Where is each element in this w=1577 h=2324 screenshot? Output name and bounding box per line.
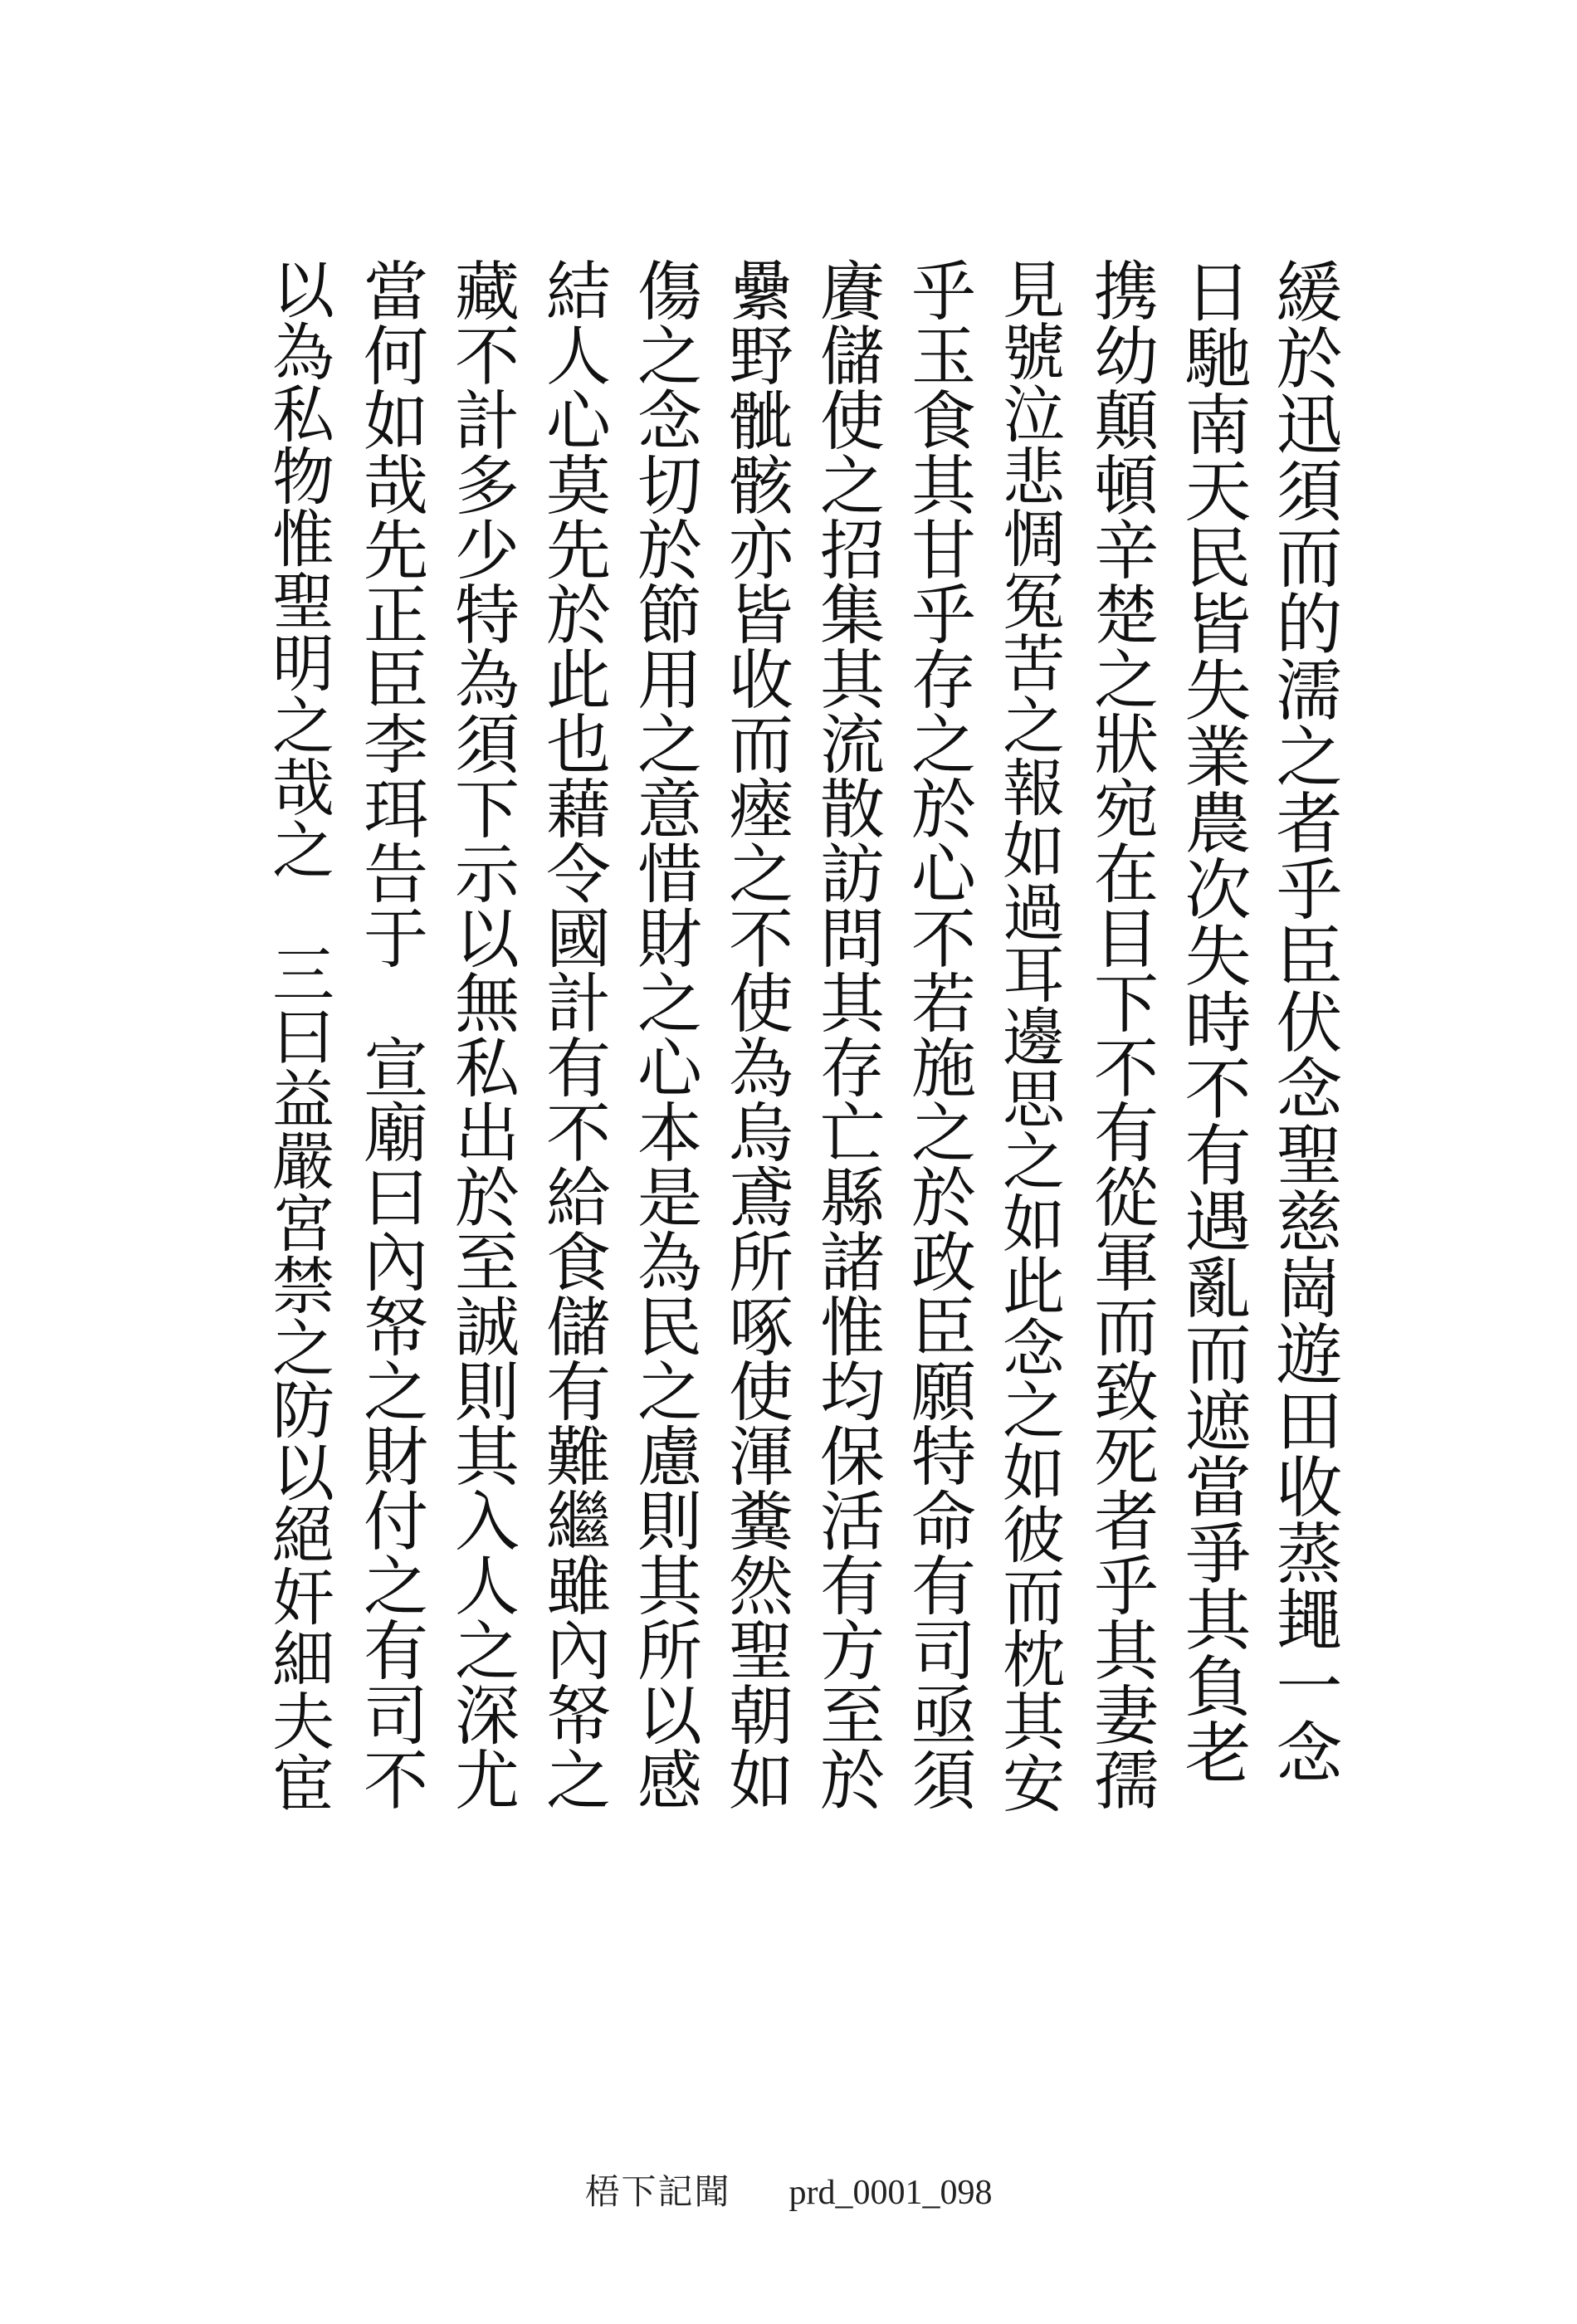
manuscript-column-1: 緩於迅須而的濡之者乎臣伏念聖慈崗遊田收蒸䵷一念 — [1265, 257, 1342, 1784]
manuscript-column-12: 以為私物惟聖明之哉之 三曰益嚴宮禁之防以絕奸細夫宦 — [262, 257, 335, 1814]
manuscript-column-9: 結人心莫先於此也藉令國計有不給食儲有難繼雖內帑之 — [535, 257, 610, 1811]
page-identifier: prd_0001_098 — [788, 2174, 993, 2212]
manuscript-column-11: 當何如哉先正臣李珥告于 宣廟曰內帑之財付之有司不 — [353, 257, 427, 1811]
book-title: 梧下記聞 — [584, 2174, 731, 2212]
manuscript-column-5: 乎玉食其甘乎存之於心不若施之於政臣願特命有司亟須 — [901, 257, 975, 1811]
page-footer — [0, 2165, 1577, 2214]
manuscript-column-2: 日馳南天民皆失業農次失時不有遇亂而遮當爭其負老 — [1174, 257, 1251, 1784]
manuscript-text-block — [249, 257, 1345, 1859]
manuscript-column-8: 傷之念切於節用之意惜財之心本是為民之慮則其所以感 — [627, 257, 701, 1811]
manuscript-column-6: 賡儲使之招集其流散訪問其存亡縣諸惟均保活有方至於 — [809, 257, 884, 1811]
manuscript-column-10: 藏不計多少特為須下示以無私出於至誠則其入人之深尤 — [444, 257, 519, 1811]
manuscript-column-3: 携幼顛頓辛楚之狀宛在目下不有從軍而致死者乎其妻孺 — [1083, 257, 1158, 1811]
manuscript-column-4: 見號泣悲惆冤苦之報如過耳邊思之如此念之如彼而枕其安 — [993, 257, 1066, 1814]
manuscript-column-7: 纍野骴骸亦皆收而瘞之不使為烏鳶所啄使渾糞然聖朝如 — [718, 257, 793, 1811]
